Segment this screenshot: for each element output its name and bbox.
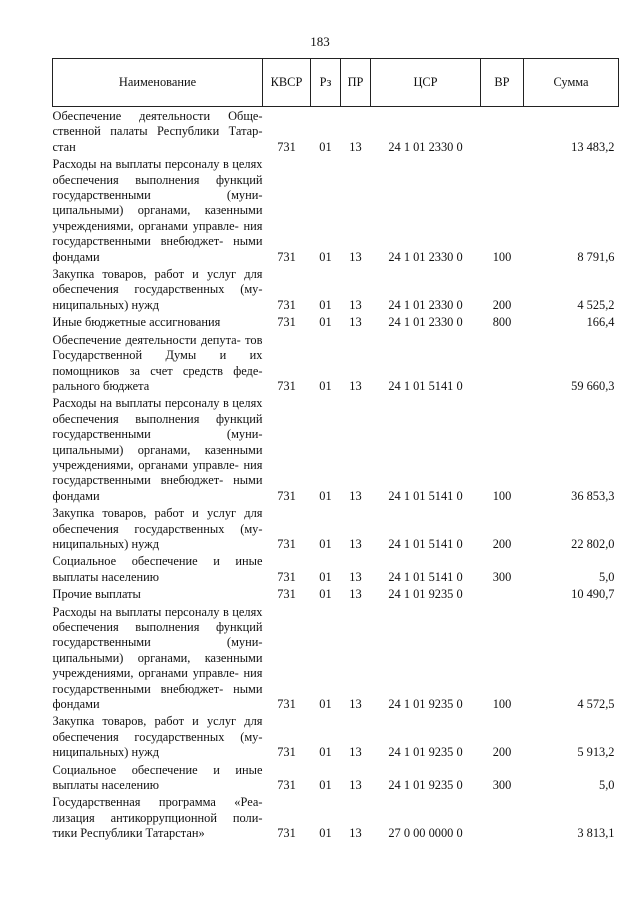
row-vr: 100 (492, 697, 512, 712)
row-name (53, 157, 263, 267)
row-sum: 166,4 (586, 315, 615, 330)
row-name-line: ципальными) органами, казенными (52, 650, 263, 665)
row-name-line: Прочие выплаты (52, 587, 141, 602)
row-rz: 01 (319, 826, 332, 841)
row-rz: 01 (319, 139, 332, 154)
row-kvsr: 731 (277, 297, 296, 312)
table-row (53, 763, 619, 796)
row-sum: 22 802,0 (571, 536, 615, 551)
row-vr: 200 (492, 745, 512, 760)
row-pr: 13 (349, 249, 362, 264)
row-pr: 13 (349, 745, 362, 760)
row-name-line: ниципальных) нужд (52, 745, 160, 760)
row-pr: 13 (349, 587, 362, 602)
row-rz: 01 (319, 249, 332, 264)
row-kvsr: 731 (277, 536, 296, 551)
row-name-line: ния государственными внебюджет- (52, 218, 263, 249)
row-rz: 01 (319, 315, 332, 330)
row-csr: 24 1 01 5141 0 (388, 536, 463, 551)
row-csr: 24 1 01 2330 0 (388, 315, 463, 330)
row-name-line: ципальными) органами, казенными (52, 203, 263, 218)
row-name-line: обеспечения государственных (му- (52, 282, 263, 297)
table-row (53, 605, 619, 715)
row-name-line: ными фондами (52, 473, 263, 503)
row-kvsr: 731 (277, 378, 296, 393)
row-pr: 13 (349, 778, 362, 793)
row-pr: 13 (349, 297, 362, 312)
row-csr: 24 1 01 9235 0 (388, 745, 463, 760)
row-name (53, 554, 263, 587)
row-pr: 13 (349, 826, 362, 841)
row-name-line: выплаты населению (52, 778, 159, 793)
row-name-line: лизация антикоррупционной поли- (52, 810, 263, 825)
row-name-line: обеспечения государственных (му- (52, 729, 263, 744)
row-name-line: Социальное обеспечение и иные (52, 762, 263, 777)
row-name-line: целях обеспечения выполнения (52, 157, 263, 187)
row-name-line: учреждениями, органами управле- (52, 457, 239, 472)
row-pr: 13 (349, 536, 362, 551)
header-vr: ВР (481, 59, 524, 107)
row-name-line: ниципальных) нужд (52, 536, 160, 551)
row-name-line: Государственная программа «Реа- (52, 795, 263, 810)
row-vr: 200 (492, 536, 512, 551)
row-name-line: функций государственными (муни- (52, 620, 263, 650)
row-rz: 01 (319, 745, 332, 760)
row-name-line: Расходы на выплаты персоналу в (52, 604, 229, 619)
row-name-line: целях обеспечения выполнения (52, 396, 263, 426)
header-sum: Сумма (524, 59, 619, 107)
row-csr: 27 0 00 0000 0 (388, 826, 463, 841)
row-csr: 24 1 01 5141 0 (388, 378, 463, 393)
row-pr: 13 (349, 378, 362, 393)
row-pr: 13 (349, 139, 362, 154)
row-pr: 13 (349, 697, 362, 712)
row-name (53, 315, 263, 332)
row-pr: 13 (349, 315, 362, 330)
row-name (53, 107, 263, 158)
row-csr: 24 1 01 9235 0 (388, 697, 463, 712)
row-name-line: Закупка товаров, работ и услуг для (52, 714, 263, 729)
row-name (53, 763, 263, 796)
row-rz: 01 (319, 378, 332, 393)
row-name-line: рального бюджета (52, 378, 150, 393)
row-vr: 300 (492, 569, 512, 584)
row-rz: 01 (319, 778, 332, 793)
row-vr (481, 587, 524, 604)
row-name-line: выплаты населению (52, 569, 159, 584)
page-number: 183 (310, 34, 330, 49)
row-name-line: Расходы на выплаты персоналу в (52, 396, 229, 411)
row-rz: 01 (319, 569, 332, 584)
row-name-line: Обеспечение деятельности депута- (52, 332, 241, 347)
budget-table (52, 58, 619, 844)
row-name-line: Расходы на выплаты персоналу в (52, 157, 229, 172)
row-name-line: Иные бюджетные ассигнования (52, 315, 221, 330)
row-csr: 24 1 01 5141 0 (388, 569, 463, 584)
row-name (53, 605, 263, 715)
row-csr: 24 1 01 9235 0 (388, 587, 463, 602)
row-rz: 01 (319, 488, 332, 503)
row-csr: 24 1 01 2330 0 (388, 297, 463, 312)
row-rz: 01 (319, 587, 332, 602)
table-row (53, 315, 619, 332)
row-name (53, 506, 263, 554)
header-rz: Рз (311, 59, 341, 107)
row-name (53, 333, 263, 397)
table-row (53, 714, 619, 762)
row-name-line: ниципальных) нужд (52, 297, 160, 312)
table-row (53, 396, 619, 506)
row-kvsr: 731 (277, 315, 296, 330)
row-name-line: Обеспечение деятельности Обще- (52, 109, 263, 123)
row-sum: 8 791,6 (577, 249, 615, 264)
row-name-line: тики Республики Татарстан» (52, 826, 205, 841)
row-sum: 4 572,5 (577, 697, 615, 712)
row-rz: 01 (319, 536, 332, 551)
table-row (53, 506, 619, 554)
row-name (53, 714, 263, 762)
row-name-line: учреждениями, органами управле- (52, 666, 239, 681)
table-row (53, 795, 619, 843)
row-name-line: Закупка товаров, работ и услуг для (52, 506, 263, 521)
row-sum: 4 525,2 (577, 297, 615, 312)
row-kvsr: 731 (277, 826, 296, 841)
row-sum: 36 853,3 (571, 488, 615, 503)
row-vr (481, 795, 524, 843)
row-kvsr: 731 (277, 745, 296, 760)
row-kvsr: 731 (277, 488, 296, 503)
table-body (53, 107, 619, 844)
row-csr: 24 1 01 2330 0 (388, 249, 463, 264)
row-vr (481, 107, 524, 158)
row-name (53, 396, 263, 506)
row-vr: 800 (492, 315, 512, 330)
header-pr: ПР (341, 59, 371, 107)
row-name-line: ными фондами (52, 234, 263, 264)
header-kvsr: КВСР (263, 59, 311, 107)
row-name-line: ными фондами (52, 681, 263, 712)
row-name (53, 795, 263, 843)
row-csr: 24 1 01 9235 0 (388, 778, 463, 793)
row-vr: 200 (492, 297, 512, 312)
row-kvsr: 731 (277, 139, 296, 154)
row-csr: 24 1 01 2330 0 (388, 139, 463, 154)
row-name-line: ственной палаты Республики Татар- (52, 124, 263, 139)
row-kvsr: 731 (277, 569, 296, 584)
row-vr: 100 (492, 249, 512, 264)
header-name: Наименование (53, 59, 263, 107)
row-name-line: Социальное обеспечение и иные (52, 554, 263, 569)
row-csr: 24 1 01 5141 0 (388, 488, 463, 503)
row-vr (481, 333, 524, 397)
table-row (53, 267, 619, 315)
table-row (53, 587, 619, 604)
table-row (53, 157, 619, 267)
row-pr: 13 (349, 569, 362, 584)
row-kvsr: 731 (277, 697, 296, 712)
row-sum: 5,0 (599, 569, 615, 584)
row-name-line: учреждениями, органами управле- (52, 218, 239, 233)
row-pr: 13 (349, 488, 362, 503)
row-name (53, 267, 263, 315)
row-sum: 59 660,3 (571, 378, 615, 393)
row-name-line: обеспечения государственных (му- (52, 521, 263, 536)
row-name-line: Закупка товаров, работ и услуг для (52, 267, 263, 282)
row-sum: 5 913,2 (577, 745, 615, 760)
row-rz: 01 (319, 697, 332, 712)
table-row (53, 333, 619, 397)
row-name-line: ципальными) органами, казенными (52, 442, 263, 457)
row-rz: 01 (319, 297, 332, 312)
row-sum: 10 490,7 (571, 587, 615, 602)
row-kvsr: 731 (277, 249, 296, 264)
row-name-line: ния государственными внебюджет- (52, 457, 263, 488)
table-row (53, 554, 619, 587)
row-name-line: стан (52, 139, 76, 154)
row-name-line: целях обеспечения выполнения (52, 604, 263, 634)
row-name-line: помощников за счет средств феде- (52, 363, 263, 378)
row-name (53, 587, 263, 604)
row-name-line: тов Государственной Думы и их (52, 332, 263, 363)
row-vr: 300 (492, 778, 512, 793)
table-row (53, 107, 619, 158)
row-name-line: функций государственными (муни- (52, 411, 263, 442)
row-vr: 100 (492, 488, 512, 503)
row-kvsr: 731 (277, 778, 296, 793)
header-csr: ЦСР (371, 59, 481, 107)
row-sum: 3 813,1 (577, 826, 615, 841)
table-header-row (53, 59, 619, 107)
row-sum: 5,0 (599, 778, 615, 793)
row-name-line: функций государственными (муни- (52, 172, 263, 203)
row-sum: 13 483,2 (571, 139, 615, 154)
row-kvsr: 731 (277, 587, 296, 602)
row-name-line: ния государственными внебюджет- (52, 666, 263, 696)
